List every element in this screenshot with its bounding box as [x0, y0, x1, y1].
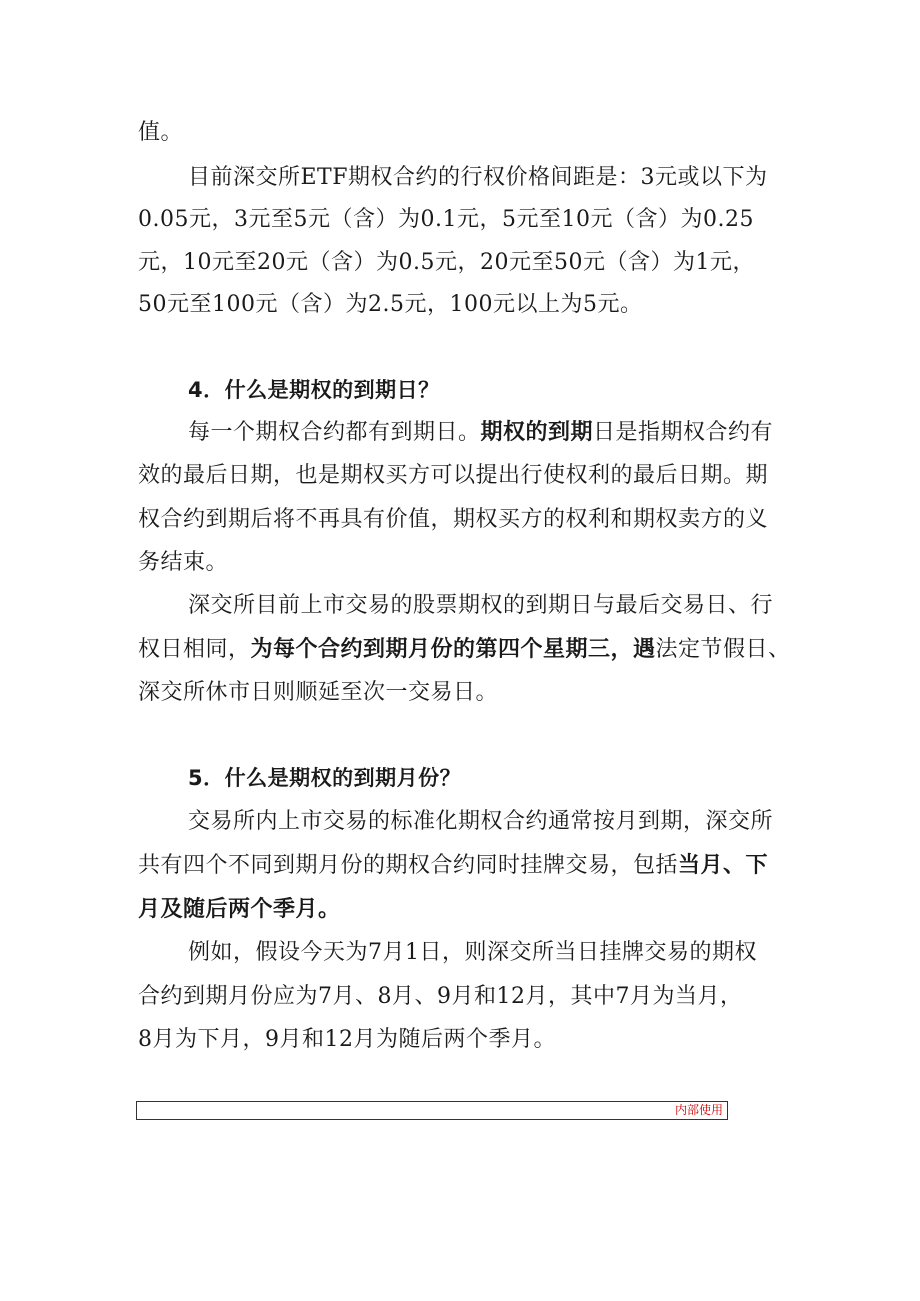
strike-price-line-1: 目前深交所ETF期权合约的行权价格间距是：3元或以下为 [188, 165, 768, 190]
text-run: 共有四个不同到期月份的期权合约同时挂牌交易，包括 [138, 853, 679, 878]
strike-price-line-4: 50元至100元（含）为2.5元，100元以上为5元。 [138, 292, 643, 317]
section-5-p1-line-2 [138, 851, 768, 881]
section-4-p2-line-1: 深交所目前上市交易的股票期权的到期日与最后交易日、行 [188, 593, 774, 618]
section-4-p2-line-3: 深交所休市日则顺延至次一交易日。 [138, 680, 499, 705]
section-4-p2-line-2 [138, 635, 791, 665]
internal-use-label: 内部使用 [674, 1103, 723, 1117]
section-5-p2-line-1: 例如，假设今天为7月1日，则深交所当日挂牌交易的期权 [188, 940, 757, 965]
bold-expiry-rule: 为每个合约到期月份的第四个星期三，遇 [250, 637, 656, 662]
strike-price-line-3: 元，10元至20元（含）为0.5元，20元至50元（含）为1元， [138, 250, 755, 275]
bold-months: 当月、下 [678, 853, 769, 878]
section-5-p1-line-3: 月及随后两个季月。 [138, 897, 341, 922]
section-4-p1-line-2: 效的最后日期，也是期权买方可以提出行使权利的最后日期。期 [138, 463, 769, 488]
section-4-p1-line-1 [188, 418, 773, 448]
section-5-p2-line-3: 8月为下月，9月和12月为随后两个季月。 [138, 1027, 556, 1052]
section-5-p2-line-2: 合约到期月份应为7月、8月、9月和12月，其中7月为当月， [138, 984, 743, 1009]
internal-use-footer-box [136, 1101, 728, 1120]
section-4-heading: 4．什么是期权的到期日？ [188, 378, 440, 402]
section-5-p1-line-1: 交易所内上市交易的标准化期权合约通常按月到期，深交所 [188, 809, 774, 834]
bold-term: 期权的到期 [480, 420, 594, 445]
text-run: 法定节假日、 [655, 637, 791, 662]
section-5-heading: 5．什么是期权的到期月份？ [188, 766, 462, 790]
section-4-p1-line-4: 务结束。 [138, 550, 229, 575]
text-run: 每一个期权合约都有到期日。 [188, 420, 481, 445]
strike-price-line-2: 0.05元，3元至5元（含）为0.1元，5元至10元（含）为0.25 [138, 207, 754, 232]
section-4-p1-line-3: 权合约到期后将不再具有价值，期权买方的权利和期权卖方的义 [138, 507, 769, 532]
text-run: 权日相同， [138, 637, 251, 662]
text-run: 日是指期权合约有 [593, 420, 774, 445]
previous-paragraph-tail: 值。 [138, 120, 184, 145]
